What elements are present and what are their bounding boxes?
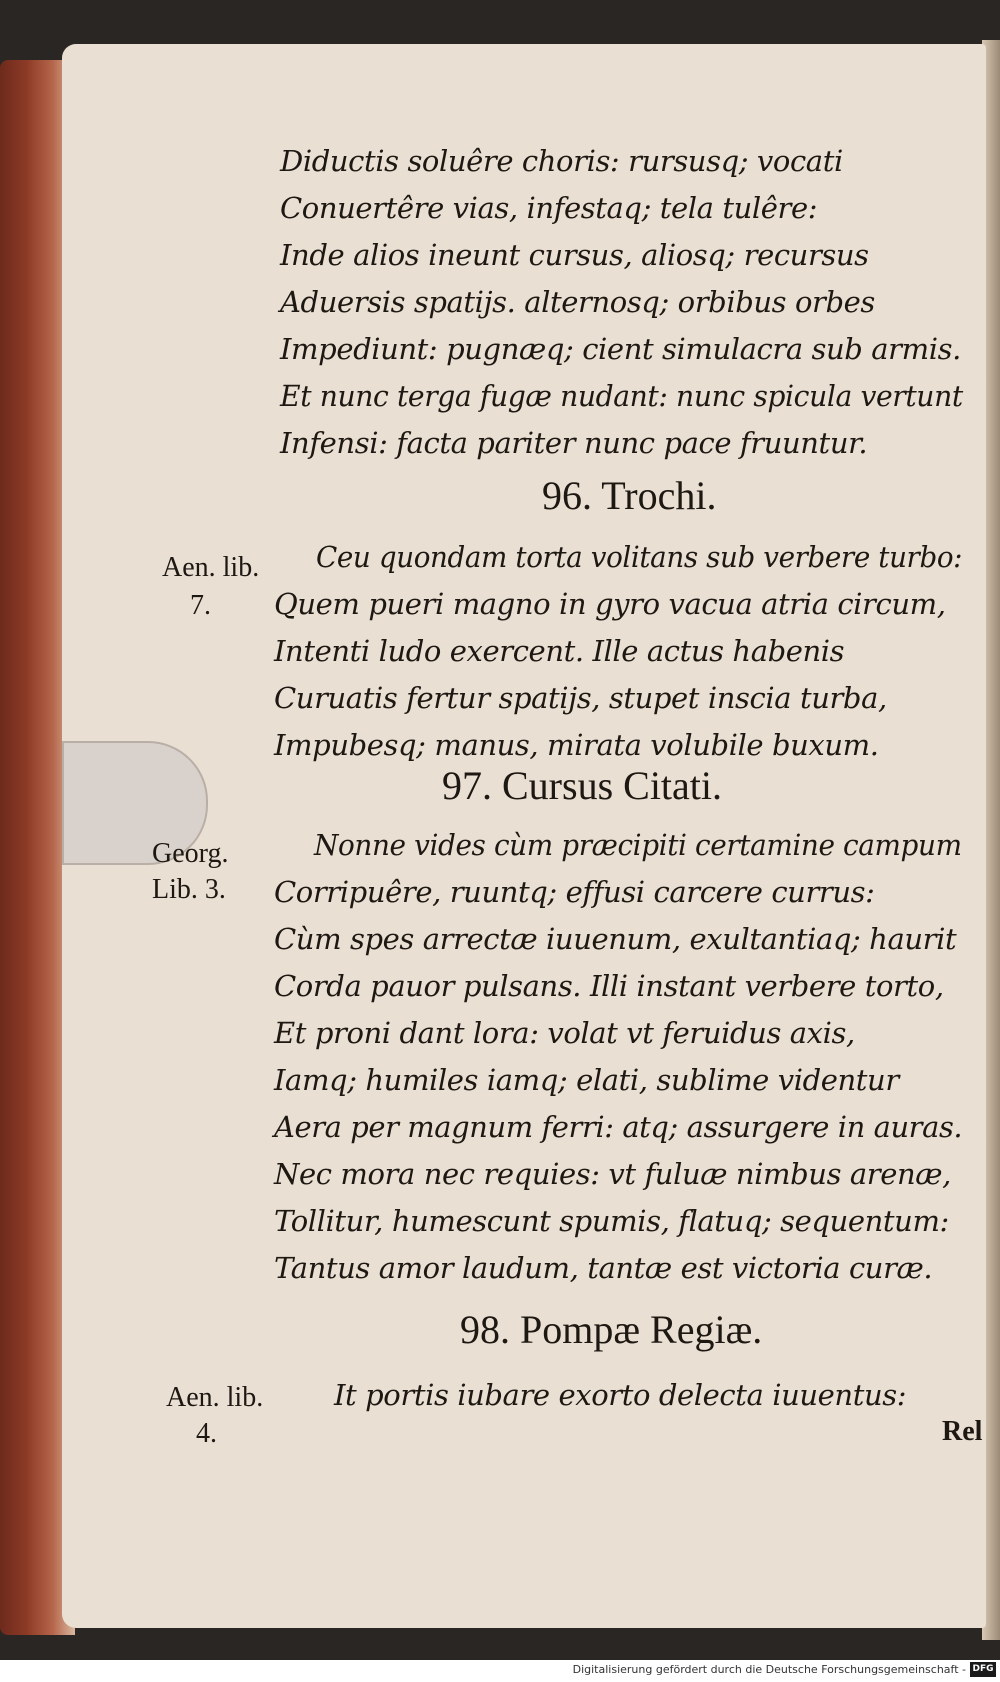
poem-line: Quem pueri magno in gyro vacua atria circum,: [274, 587, 946, 621]
dfg-logo: DFG: [970, 1662, 996, 1677]
footer-bar: [0, 1660, 1000, 1682]
poem-line: Aduersis spatijs. alternosq; orbibus orbes: [280, 285, 875, 319]
poem-line: Diductis soluêre choris: rursusq; vocati: [280, 144, 843, 178]
poem-line: Tollitur, humescunt spumis, flatuq; sequentum:: [274, 1204, 949, 1238]
poem-line: Iamq; humiles iamq; elati, sublime videntur: [274, 1063, 899, 1097]
poem-line: Tantus amor laudum, tantæ est victoria curæ.: [274, 1251, 933, 1285]
section-heading-98: 98. Pompæ Regiæ.: [460, 1307, 763, 1352]
poem-line: Infensi: facta pariter nunc pace fruuntur.: [280, 426, 868, 460]
poem-line: Impediunt: pugnæq; cient simulacra sub armis.: [280, 332, 961, 366]
poem-line: Nec mora nec requies: vt fuluæ nimbus arenæ,: [274, 1157, 951, 1191]
poem-line: It portis iubare exorto delecta iuuentus:: [334, 1378, 907, 1412]
section-heading-96: 96. Trochi.: [542, 473, 717, 518]
poem-line: Et nunc terga fugæ nudant: nunc spicula vertunt: [280, 379, 963, 413]
poem-line: Ceu quondam torta volitans sub verbere turbo:: [316, 540, 963, 574]
poem-line: Corda pauor pulsans. Illi instant verbere torto,: [274, 969, 944, 1003]
poem-line: Intenti ludo exercent. Ille actus habenis: [274, 634, 845, 668]
poem-line: Inde alios ineunt cursus, aliosq; recursus: [280, 238, 869, 272]
poem-line: Aera per magnum ferri: atq; assurgere in auras.: [274, 1110, 963, 1144]
poem-line: Et proni dant lora: volat vt feruidus axis,: [274, 1016, 855, 1050]
poem-line: Impubesq; manus, mirata volubile buxum.: [274, 728, 879, 762]
poem-line: Corripuêre, ruuntq; effusi carcere currus:: [274, 875, 875, 909]
margin-source-97-book: Lib. 3.: [152, 874, 226, 905]
margin-source-96: Aen. lib.: [162, 552, 260, 583]
poem-line: Nonne vides cùm præcipiti certamine campum: [314, 828, 962, 862]
margin-source-98-book: 4.: [196, 1418, 217, 1449]
poem-line: Curuatis fertur spatijs, stupet inscia turba,: [274, 681, 887, 715]
margin-source-96-book: 7.: [190, 590, 211, 621]
margin-source-97: Georg.: [152, 838, 229, 869]
section-heading-97: 97. Cursus Citati.: [442, 763, 723, 808]
book-page: [62, 44, 986, 1628]
poem-line: Conuertêre vias, infestaq; tela tulêre:: [280, 191, 818, 225]
margin-source-98: Aen. lib.: [166, 1382, 264, 1413]
catchword: Rel: [942, 1416, 983, 1447]
footer-credit: Digitalisierung gefördert durch die Deutsche Forschungsgemeinschaft -: [572, 1663, 966, 1676]
poem-line: Cùm spes arrectæ iuuenum, exultantiaq; haurit: [274, 922, 957, 956]
